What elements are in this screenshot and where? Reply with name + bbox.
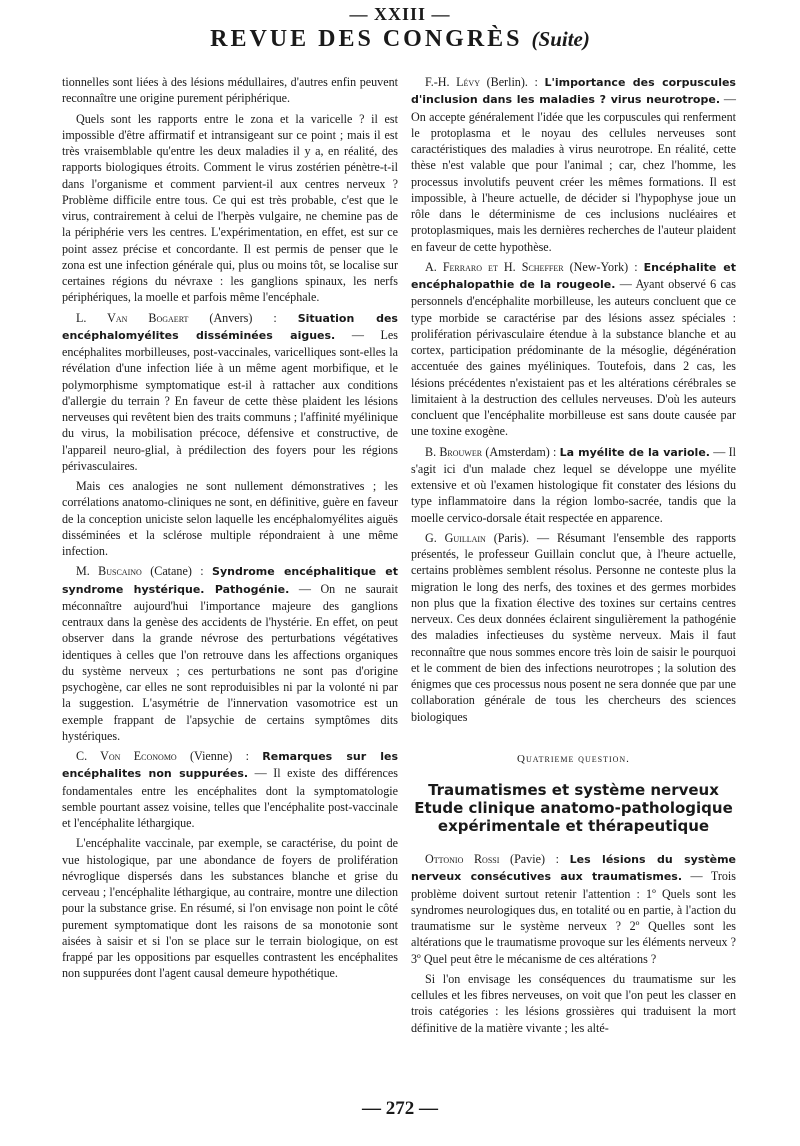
- author: Ottonio Rossi: [425, 852, 500, 866]
- city: (Amsterdam) :: [485, 444, 557, 459]
- abstract-body: — Il s'agit ici d'un malade chez lequel se développe une myélite extensive et où l'examen histologique fit constater des lésions du type inflammatoire dans la région lombo-sacrée, tandis que la moelle cervico-dorsale était respectée en apparence.: [411, 444, 736, 525]
- author: A. Ferraro et H. Scheffer: [425, 259, 564, 274]
- roman-page-number: — XXIII —: [349, 4, 451, 24]
- abstract-body: — Les encéphalites morbilleuses, post-vaccinales, varicelliques sont-elles la révélation d'une infection liée à un même agent morbifique, et le polymorphisme symptomatique est-il à rattacher aux conditions d'allergie du terrain ? En faveur de cette thèse plaident les lésions nerveuses qui revêtent bien des traits communs ; l'affinité myélinique du virus, la mobilisation précoce, défensive et constructive, de l'appareil neuro-glial, à prédilection des foyers pour les régions périvasculaires.: [62, 327, 398, 473]
- paragraph: L'encéphalite vaccinale, par exemple, se caractérise, du point de vue histologique, par une abondance de foyers de prolifération névroglique dispersés dans les substances blanche et grise du cerveau ; l'encéphalite léthargique, au contraire, montre une dilection pour la substance grise. En résumé, si l'on envisage non point le côté purement symptomatique dont les raisons de sa monotonie sont aisées à saisir et si l'on se place sur le terrain biologique, on est frappé par les oppositions par esquelles contrastent les encéphalites non suppurées dont l'agent causal demeure hypothétique.: [62, 836, 398, 981]
- city: (Anvers) :: [209, 310, 277, 325]
- abstract-ferraro-scheffer: [411, 259, 736, 440]
- author: F.-H. Lévy: [425, 75, 480, 89]
- page-number: — 272 —: [362, 1098, 438, 1119]
- abstract-body: — Trois problème doivent surtout retenir l'attention : 1º Quels sont les syndromes neurologiques dus, en totalité ou en partie, à l'action du traumatisme sur le système nerveux ? 2º Quelles sont les altérations que le traumatisme provoque sur les éléments nerveux ? 3º Quel peut être le mécanisme de ces altérations ?: [411, 869, 736, 966]
- abstract-buscaino: [62, 563, 398, 744]
- abstract-title: L'importance des corpuscules d'inclusion dans les maladies ? virus neurotrope.: [411, 76, 736, 107]
- city: (Catane) :: [150, 564, 204, 579]
- running-title-text: REVUE DES CONGRÈS: [210, 26, 523, 52]
- abstract-brouwer: [411, 444, 736, 526]
- section-heading: Traumatismes et système nerveux Etude clinique anatomo-pathologique expérimentale et thérapeutique: [414, 781, 733, 835]
- abstract-body: — On accepte généralement l'idée que les corpuscules qui renferment le protoplasma et le noyau des cellules nerveuses sont caractéristiques des maladies à virus neurotrope. En réalité, cette thèse n'est valable que pour l'animal ; car, chez l'homme, les processus involutifs peuvent créer les mêmes formations. Il est impossible, à l'heure actuelle, de décider si l'hypophyse joue un rôle dans le déterminisme de ces inclusions nucléaires et protoplasmiques, mais les dernières recherches de l'auteur plaident en faveur de cette hypothèse.: [411, 92, 736, 254]
- author: L. Van Bogaert: [76, 310, 189, 325]
- right-column: [411, 74, 736, 1040]
- abstract-guillain: [411, 530, 736, 725]
- abstract-body: — Ayant observé 6 cas personnels d'encéphalite morbilleuse, les auteurs concluent que ce type morbide se caractérise par des lésions assez spéciales : prolifération périvasculaire étendue à la substance blanche et au cortex, participation prédominante de la mésoglie, dégénération accentuée des gaines myéliniques. Toutefois, dans 2 cas, les lésions précédentes n'existaient pas et les altérations cérébrales se limitaient à la destruction des cellules nerveuses. D'où les auteurs concluent que l'encéphalite morbilleuse est sans doute causée par une toxine exogène.: [411, 277, 736, 439]
- author: B. Brouwer: [425, 444, 483, 459]
- author: G. Guillain: [425, 530, 486, 545]
- abstract-title: Encéphalite et encéphalopathie de la rougeole.: [411, 260, 736, 291]
- running-title: [0, 26, 800, 53]
- abstract-title: Situation des encéphalomyélites disséminées aigues.: [62, 311, 398, 342]
- city: (New-York) :: [569, 259, 638, 274]
- running-title-suffix: (Suite): [531, 27, 590, 51]
- abstract-title: La myélite de la variole.: [559, 445, 710, 459]
- abstract-body: — Il existe des différences fondamentales entre les encéphalites dont la symptomatologie semble pourtant assez voisine, telles que l'encéphalite post-vaccinale et l'encéphalite léthargique.: [62, 766, 398, 830]
- abstract-title: Syndrome encéphalitique et syndrome hystérique. Pathogénie.: [62, 565, 399, 596]
- section-label: Quatrieme question.: [517, 752, 630, 765]
- city: (Paris).: [493, 530, 530, 545]
- abstract-title: Remarques sur les encéphalites non suppurées.: [62, 750, 399, 781]
- paragraph: Quels sont les rapports entre le zona et la varicelle ? il est impossible d'être affirmatif et intransigeant sur ce point ; mais il est très vraisemblable qu'entre les deux maladies il y a, en réalité, des rapports biologiques étroits. Comment le virus zostérien pénètre-t-il dans l'organisme et comment parvient-il aux centres nerveux ? Problème difficile entre tous. Ce qui est très probable, c'est que le virus, contrairement à celui de l'herpès vulgaire, ne chemine pas de la périphérie vers les centres. L'expérimentation, en effet, est sur ce point assez précise et concordante. Il est permis de penser que le zona est une infection générale qui, plus ou moins tôt, se localise sur certaines régions du névraxe : les ganglions spinaux, les nerfs périphériques, la moelle et parfois même l'encéphale.: [62, 111, 398, 305]
- left-column: [62, 74, 398, 986]
- abstract-title: Les lésions du système nerveux consécutives aux traumatismes.: [411, 853, 737, 884]
- paragraph: Si l'on envisage les conséquences du traumatisme sur les cellules et les fibres nerveuses, on voit que l'on peut les classer en trois catégories : les lésions grossières qui traduisent la mort définitive de la matière vivante ; les alté-: [411, 971, 736, 1035]
- abstract-body: — Résumant l'ensemble des rapports présentés, le professeur Guillain conclut que, à l'heure actuelle, certains problèmes semblent résolus. Personne ne conteste plus la migration le long des nerfs, des toxines et des germes morbides non plus que la fixation élective des toxines sur certains centres nerveux. Ces deux données éclairent singulièrement la pathogénie des maladies infectieuses du système nerveux. Mais il faut reconnaître que nous sommes encore très loin de saisir le pourquoi et le comment de bien des infections neurotropes ; la solution des énigmes que ces processus nous posent ne sera donnée que par une collaboration générale de tous les chercheurs des sciences biologiques: [411, 530, 737, 724]
- abstract-van-bogaert: [62, 310, 398, 475]
- author: M. Buscaino: [76, 564, 142, 579]
- city: (Berlin). :: [486, 75, 538, 89]
- city: (Vienne) :: [190, 749, 249, 763]
- paragraph: Mais ces analogies ne sont nullement démonstratives ; les corrélations anatomo-cliniques ne sont, en définitive, guère en faveur de la conception uniciste selon laquelle les encéphalomyélites aiguës disséminées et la sclérose multiple répondraient à une même infection.: [62, 479, 398, 558]
- city: (Pavie) :: [510, 852, 559, 866]
- abstract-rossi: [411, 851, 736, 967]
- author: C. Von Economo: [76, 749, 177, 763]
- abstract-body: — On ne saurait méconnaître aujourd'hui l'importance majeure des ganglions centraux dans la genèse des accidents de l'hystérie. En effet, on peut observer dans la grande névrose des perturbations végétatives identiques à celles que l'on retrouve dans les affections organiques du système nerveux ; ces perturbations ne sont pas d'origine psychogène, car elles ne sont reproduisibles ni par la volonté ni par la suggestion. L'asymétrie de l'innervation vasomotrice est un exemple frappant de l'apsychie de certains symptômes dits hystériques.: [62, 581, 398, 743]
- paragraph: tionnelles sont liées à des lésions médullaires, d'autres enfin peuvent reconnaître une origine purement périphérique.: [62, 75, 398, 106]
- abstract-von-economo: [62, 748, 398, 831]
- abstract-levy: [411, 74, 736, 255]
